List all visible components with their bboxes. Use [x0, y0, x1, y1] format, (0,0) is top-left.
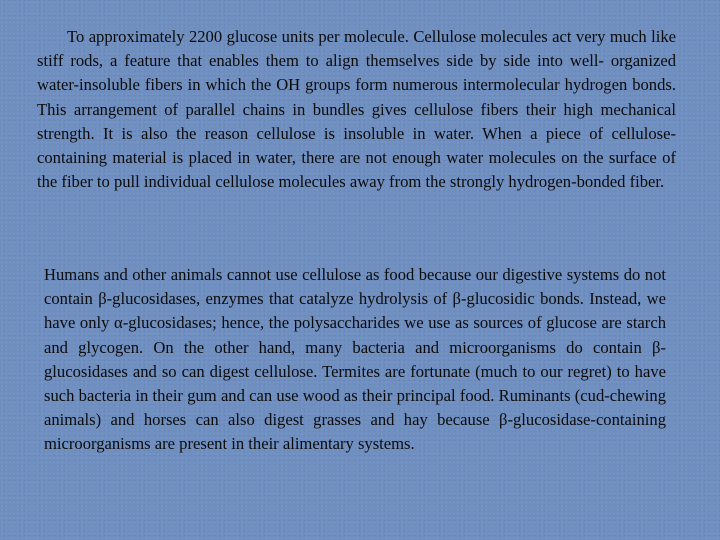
paragraph-cellulose-digestion: Humans and other animals cannot use cellulose as food because our digestive systems do not contain β-glucosidases, enzymes that catalyze hydrolysis of β-glucosidic bonds. Instead, we have only α-glucosidases; hence, the polysaccharides we use as sources of glucose are starch and glycogen. On the other hand, many bacteria and microorganisms do contain β-glucosidases and so can digest cellulose. Termites are fortunate (much to our regret) to have such bacteria in their gum and can use wood as their principal food. Ruminants (cud-chewing animals) and horses can also digest grasses and hay because β-glucosidase-containing microorganisms are present in their alimentary systems. — [44, 265, 666, 454]
paragraph-cellulose-structure: To approximately 2200 glucose units per molecule. Cellulose molecules act very much like stiff rods, a feature that enables them to align themselves side by side into well- organized water-insoluble fibers in which the OH groups form numerous intermolecular hydrogen bonds. This arrangement of parallel chains in bundles gives cellulose fibers their high mechanical strength. It is also the reason cellulose is insoluble in water. When a piece of cellulose-containing material is placed in water, there are not enough water molecules on the surface of the fiber to pull individual cellulose molecules away from the strongly hydrogen-bonded fiber. — [37, 27, 676, 192]
